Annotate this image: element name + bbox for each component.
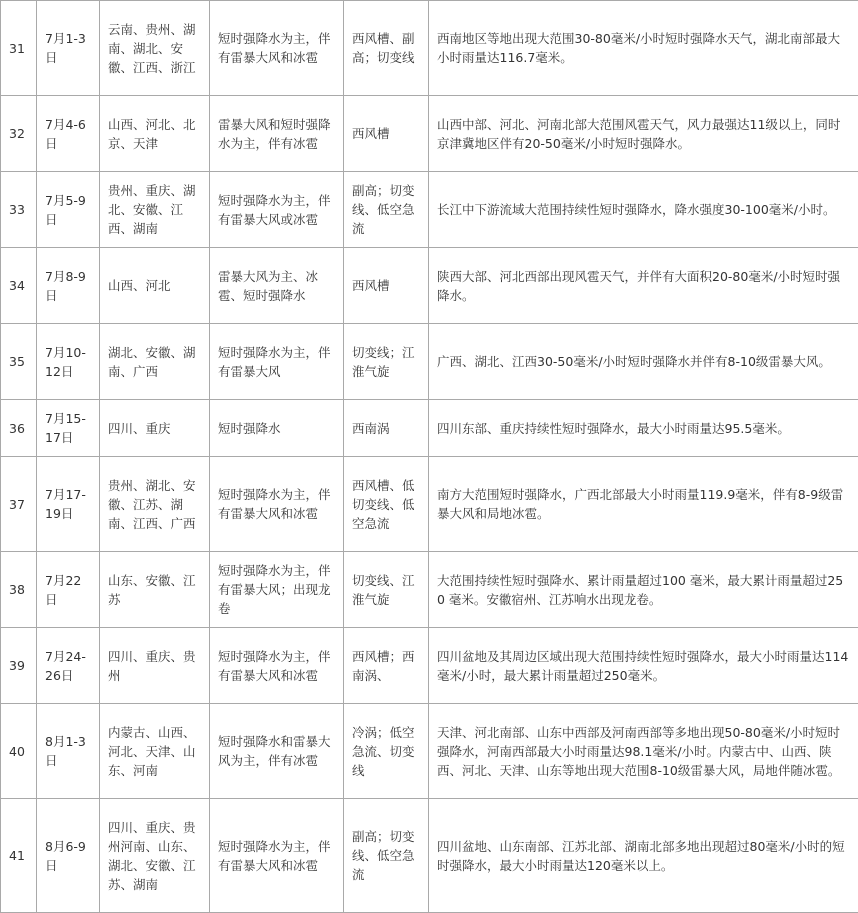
weather-system-cell: 西风槽、副高；切变线 [344, 1, 429, 96]
regions-cell: 四川、重庆 [100, 400, 210, 457]
table-row [1, 704, 858, 799]
weather-type-cell: 短时强降水和雷暴大风为主，伴有冰雹 [210, 704, 344, 799]
weather-system-cell: 冷涡；低空急流、切变线 [344, 704, 429, 799]
event-id-cell: 39 [1, 628, 37, 704]
regions-cell: 贵州、湖北、安徽、江苏、湖南、江西、广西 [100, 457, 210, 552]
description-cell: 南方大范围短时强降水，广西北部最大小时雨量119.9毫米，伴有8-9级雷暴大风和局地冰雹。 [429, 457, 858, 552]
description-cell: 大范围持续性短时强降水、累计雨量超过100 毫米，最大累计雨量超过250 毫米。安徽宿州、江苏响水出现龙卷。 [429, 552, 858, 628]
weather-type-cell: 雷暴大风为主、冰雹、短时强降水 [210, 248, 344, 324]
date-cell: 7月15-17日 [37, 400, 100, 457]
weather-type-cell: 短时强降水为主，伴有雷暴大风和冰雹 [210, 457, 344, 552]
table-row [1, 457, 858, 552]
weather-system-cell: 西风槽、低切变线、低空急流 [344, 457, 429, 552]
weather-system-cell: 西风槽 [344, 248, 429, 324]
event-id-cell: 38 [1, 552, 37, 628]
description-cell: 天津、河北南部、山东中西部及河南西部等多地出现50-80毫米/小时短时强降水，河南西部最大小时雨量达98.1毫米/小时。内蒙古中、山西、陕西、河北、天津、山东等地出现大范围8-10级雷暴大风，局地伴随冰雹。 [429, 704, 858, 799]
weather-system-cell: 切变线；江淮气旋 [344, 324, 429, 400]
weather-type-cell: 雷暴大风和短时强降水为主，伴有冰雹 [210, 96, 344, 172]
date-cell: 8月6-9日 [37, 799, 100, 913]
regions-cell: 内蒙古、山西、河北、天津、山东、河南 [100, 704, 210, 799]
regions-cell: 四川、重庆、贵州河南、山东、湖北、安徽、江苏、湖南 [100, 799, 210, 913]
date-cell: 7月8-9日 [37, 248, 100, 324]
date-cell: 7月10-12日 [37, 324, 100, 400]
description-cell: 广西、湖北、江西30-50毫米/小时短时强降水并伴有8-10级雷暴大风。 [429, 324, 858, 400]
date-cell: 7月22日 [37, 552, 100, 628]
description-cell: 长江中下游流域大范围持续性短时强降水，降水强度30-100毫米/小时。 [429, 172, 858, 248]
description-cell: 陕西大部、河北西部出现风雹天气，并伴有大面积20-80毫米/小时短时强降水。 [429, 248, 858, 324]
regions-cell: 山东、安徽、江苏 [100, 552, 210, 628]
regions-cell: 湖北、安徽、湖南、广西 [100, 324, 210, 400]
regions-cell: 四川、重庆、贵州 [100, 628, 210, 704]
weather-system-cell: 西风槽；西南涡、 [344, 628, 429, 704]
weather-system-cell: 副高；切变线、低空急流 [344, 799, 429, 913]
weather-system-cell: 西南涡 [344, 400, 429, 457]
description-cell: 山西中部、河北、河南北部大范围风雹天气，风力最强达11级以上，同时京津冀地区伴有20-50毫米/小时短时强降水。 [429, 96, 858, 172]
table-row [1, 552, 858, 628]
description-cell: 四川盆地及其周边区域出现大范围持续性短时强降水，最大小时雨量达114毫米/小时，最大累计雨量超过250毫米。 [429, 628, 858, 704]
weather-system-cell: 副高；切变线、低空急流 [344, 172, 429, 248]
date-cell: 7月1-3日 [37, 1, 100, 96]
event-id-cell: 31 [1, 1, 37, 96]
table-row [1, 799, 858, 913]
weather-type-cell: 短时强降水为主，伴有雷暴大风或冰雹 [210, 172, 344, 248]
weather-system-cell: 切变线、江淮气旋 [344, 552, 429, 628]
table-row [1, 96, 858, 172]
table-row [1, 628, 858, 704]
regions-cell: 山西、河北 [100, 248, 210, 324]
event-id-cell: 40 [1, 704, 37, 799]
date-cell: 8月1-3日 [37, 704, 100, 799]
weather-system-cell: 西风槽 [344, 96, 429, 172]
table-row [1, 1, 858, 96]
weather-type-cell: 短时强降水为主，伴有雷暴大风和冰雹 [210, 1, 344, 96]
regions-cell: 云南、贵州、湖南、湖北、安徽、江西、浙江 [100, 1, 210, 96]
regions-cell: 贵州、重庆、湖北、安徽、江西、湖南 [100, 172, 210, 248]
event-id-cell: 32 [1, 96, 37, 172]
description-cell: 四川东部、重庆持续性短时强降水，最大小时雨量达95.5毫米。 [429, 400, 858, 457]
description-cell: 西南地区等地出现大范围30-80毫米/小时短时强降水天气，湖北南部最大小时雨量达116.7毫米。 [429, 1, 858, 96]
table-row [1, 324, 858, 400]
date-cell: 7月5-9日 [37, 172, 100, 248]
table-row [1, 248, 858, 324]
regions-cell: 山西、河北、北京、天津 [100, 96, 210, 172]
date-cell: 7月17-19日 [37, 457, 100, 552]
event-id-cell: 35 [1, 324, 37, 400]
weather-type-cell: 短时强降水 [210, 400, 344, 457]
table-row [1, 400, 858, 457]
date-cell: 7月4-6日 [37, 96, 100, 172]
event-id-cell: 41 [1, 799, 37, 913]
weather-type-cell: 短时强降水为主，伴有雷暴大风 [210, 324, 344, 400]
event-id-cell: 37 [1, 457, 37, 552]
table-row [1, 172, 858, 248]
event-id-cell: 33 [1, 172, 37, 248]
event-id-cell: 36 [1, 400, 37, 457]
event-id-cell: 34 [1, 248, 37, 324]
date-cell: 7月24-26日 [37, 628, 100, 704]
weather-type-cell: 短时强降水为主，伴有雷暴大风和冰雹 [210, 628, 344, 704]
weather-type-cell: 短时强降水为主，伴有雷暴大风；出现龙卷 [210, 552, 344, 628]
description-cell: 四川盆地、山东南部、江苏北部、湖南北部多地出现超过80毫米/小时的短时强降水，最大小时雨量达120毫米以上。 [429, 799, 858, 913]
weather-type-cell: 短时强降水为主，伴有雷暴大风和冰雹 [210, 799, 344, 913]
